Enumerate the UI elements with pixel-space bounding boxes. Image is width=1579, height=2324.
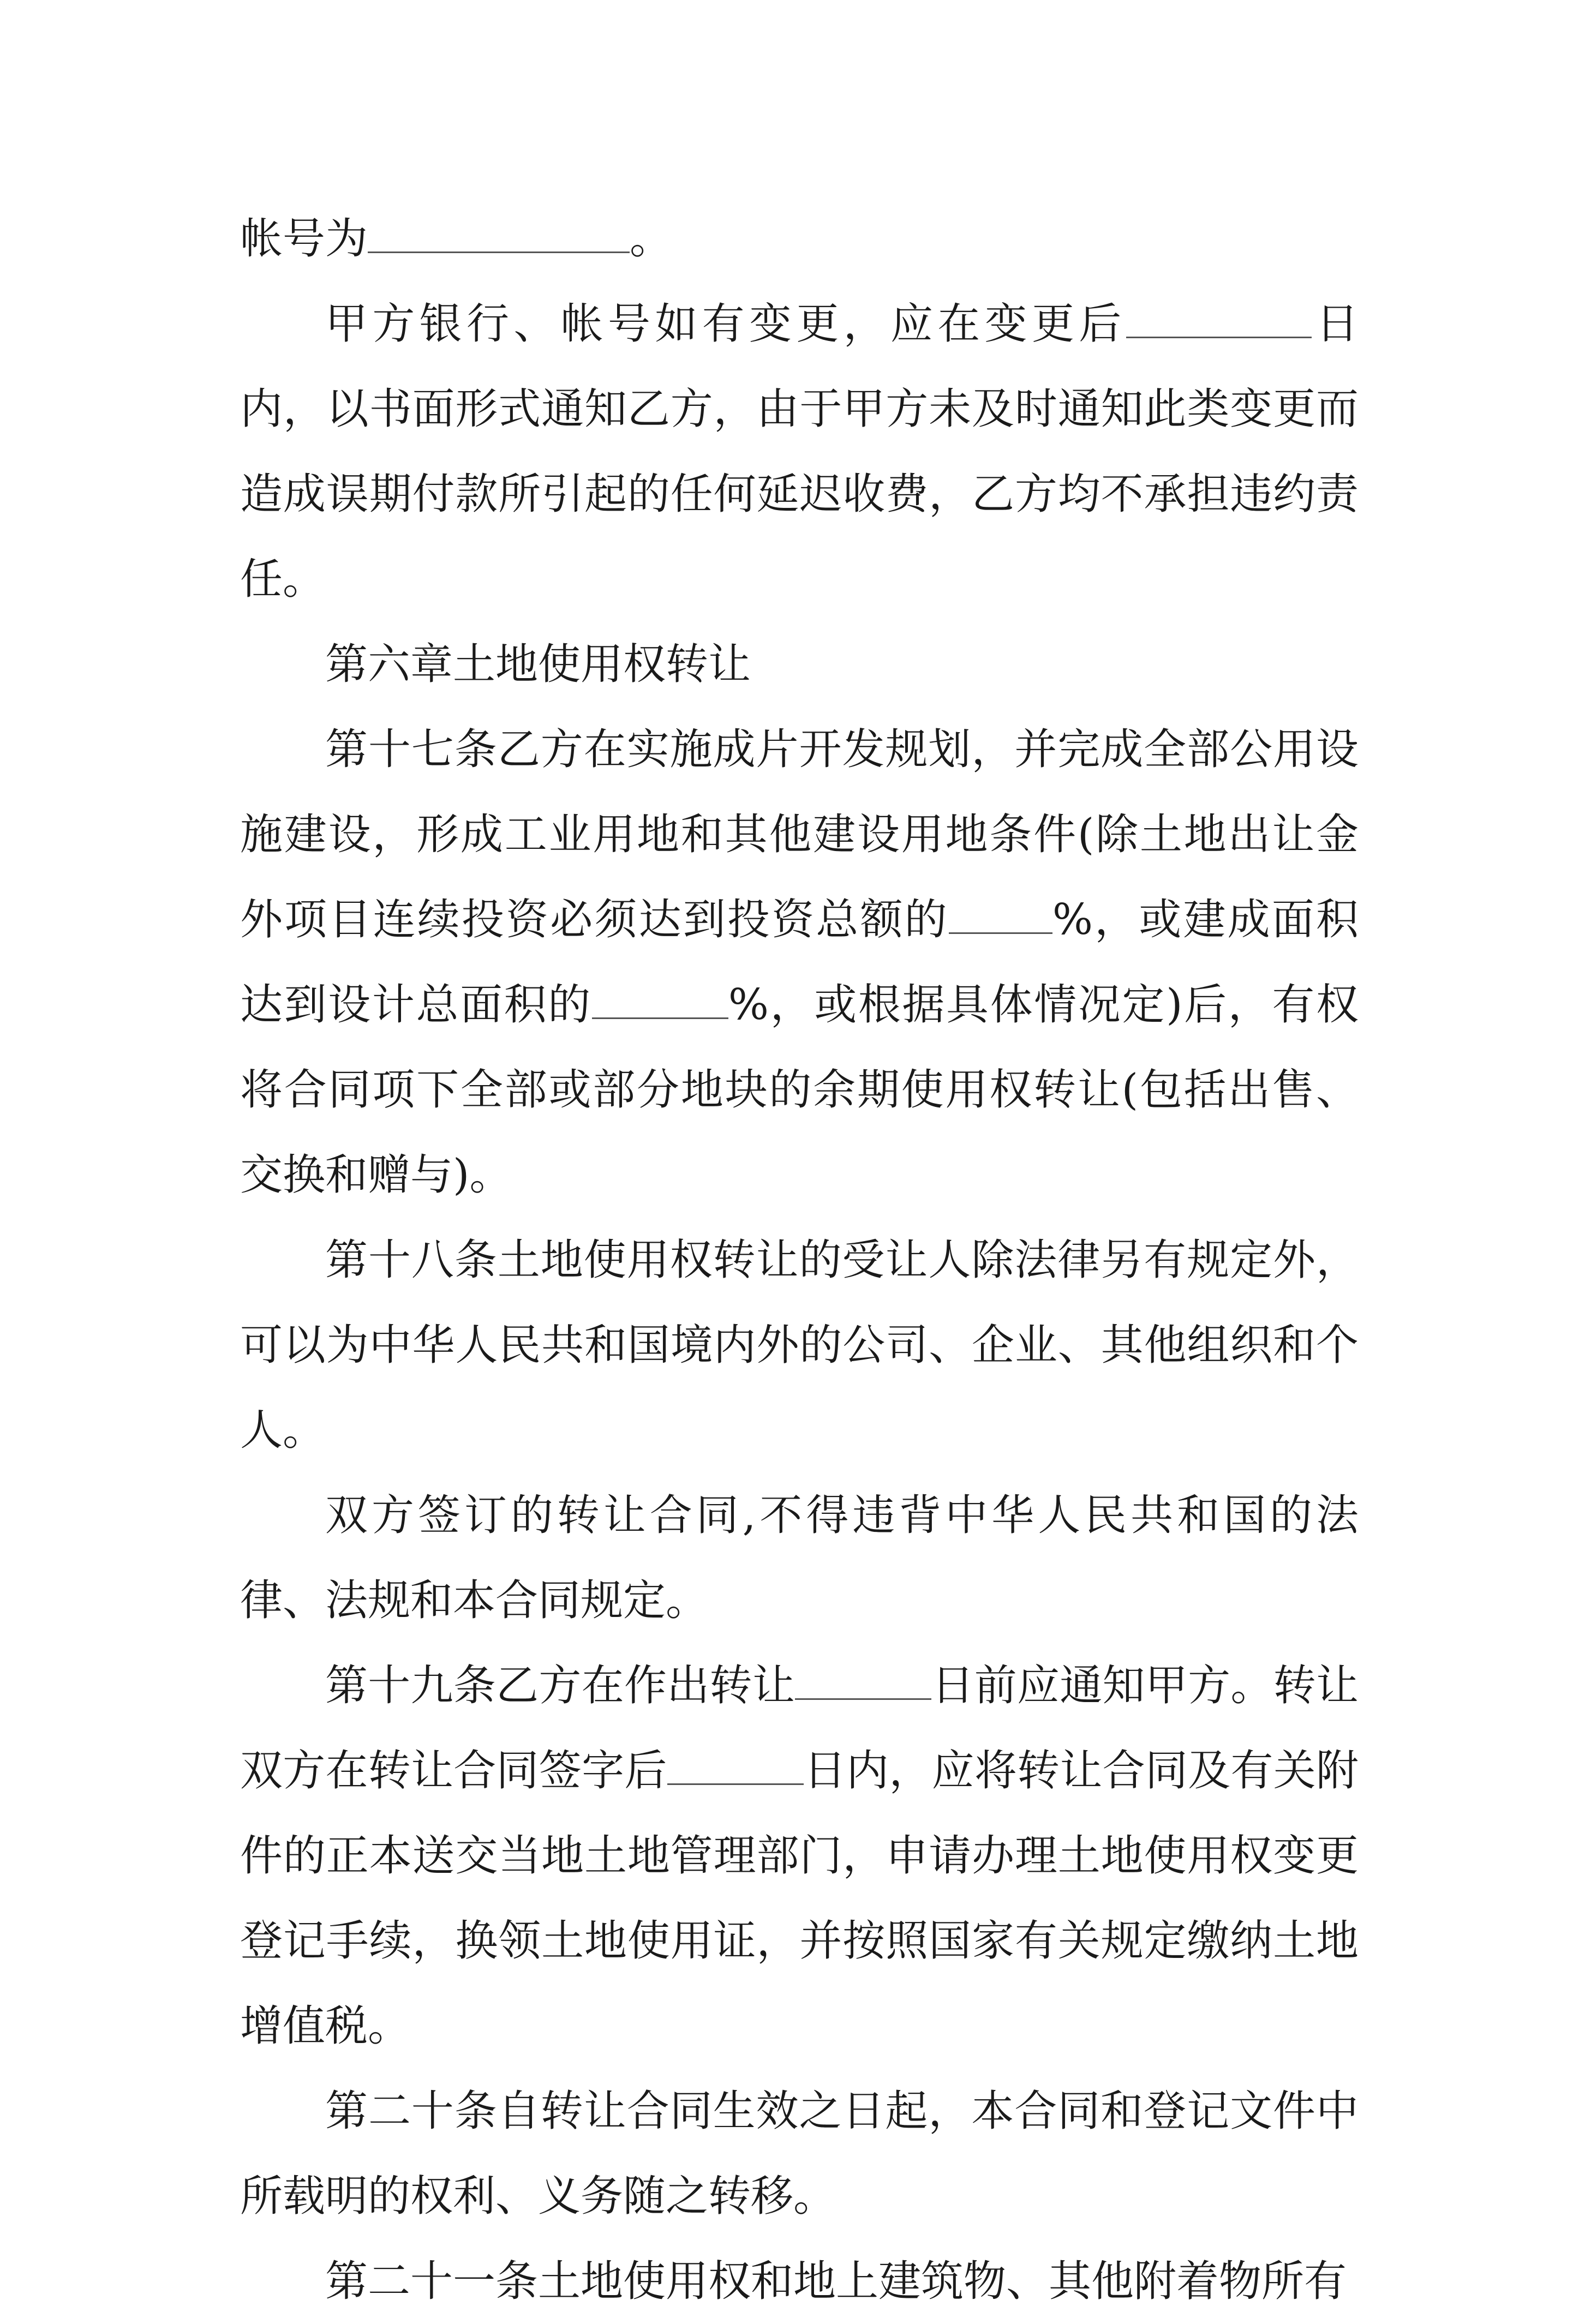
- article-19: [240, 1643, 1359, 2069]
- text-segment: 第十七条乙方在实施成片开发规划，并完成全部公用设施建设，形成工业用地和其他建设用地条件(除土地出让金外项目连续投资必须达到投资总额的: [240, 725, 1359, 944]
- text-segment: 日前应通知甲方。转让双方在转让合同签字后: [240, 1661, 1359, 1795]
- article-18: [240, 1218, 1359, 1473]
- chapter-heading-6: [240, 622, 1359, 707]
- fill-in-blank-investment-percent: [949, 900, 1052, 934]
- text-segment: 日内，应将转让合同及有关附件的正本送交当地土地管理部门，申请办理土地使用权变更登记手续，换领土地使用证，并按照国家有关规定缴纳土地增值税。: [240, 1746, 1359, 2051]
- chapter-title: 第六章土地使用权转让: [325, 640, 751, 689]
- fill-in-blank-account-number: [368, 219, 630, 253]
- text-segment: 第十九条乙方在作出转让: [325, 1661, 796, 1710]
- contract-text-body: [240, 196, 1359, 2324]
- text-segment: 日内，以书面形式通知乙方，由于甲方未及时通知此类变更而造成误期付款所引起的任何延迟收费，乙方均不承担违约责任。: [240, 300, 1359, 604]
- fill-in-blank-days: [1126, 304, 1312, 338]
- article-20: [240, 2069, 1359, 2239]
- article-17: [240, 707, 1359, 1218]
- paragraph-bank-change-notice: [240, 281, 1359, 622]
- fill-in-blank-area-percent: [592, 985, 728, 1019]
- text-segment: 甲方银行、帐号如有变更，应在变更后: [325, 300, 1126, 349]
- text-segment: 第二十条自转让合同生效之日起，本合同和登记文件中所载明的权利、义务随之转移。: [240, 2087, 1359, 2221]
- text-segment: 帐号为: [240, 214, 368, 263]
- paragraph-transfer-contract: [240, 1473, 1359, 1643]
- text-segment: 第十八条土地使用权转让的受让人除法律另有规定外，可以为中华人民共和国境内外的公司、企业、其他组织和个人。: [240, 1236, 1359, 1455]
- article-21: [240, 2239, 1359, 2324]
- text-segment: %，或根据具体情况定)后，有权将合同项下全部或部分地块的余期使用权转让(包括出售、交换和赠与)。: [240, 980, 1359, 1200]
- text-segment: %，或建成面积达到设计总面积的: [240, 895, 1359, 1029]
- text-segment: 。: [630, 214, 673, 263]
- fill-in-blank-submission-days: [667, 1751, 804, 1785]
- text-segment: 双方签订的转让合同,不得违背中华人民共和国的法律、法规和本合同规定。: [240, 1491, 1359, 1625]
- text-segment: 第二十一条土地使用权和地上建筑物、其他附着物所有: [325, 2257, 1347, 2306]
- paragraph-account-number: [240, 196, 1359, 281]
- fill-in-blank-notice-days: [795, 1666, 931, 1700]
